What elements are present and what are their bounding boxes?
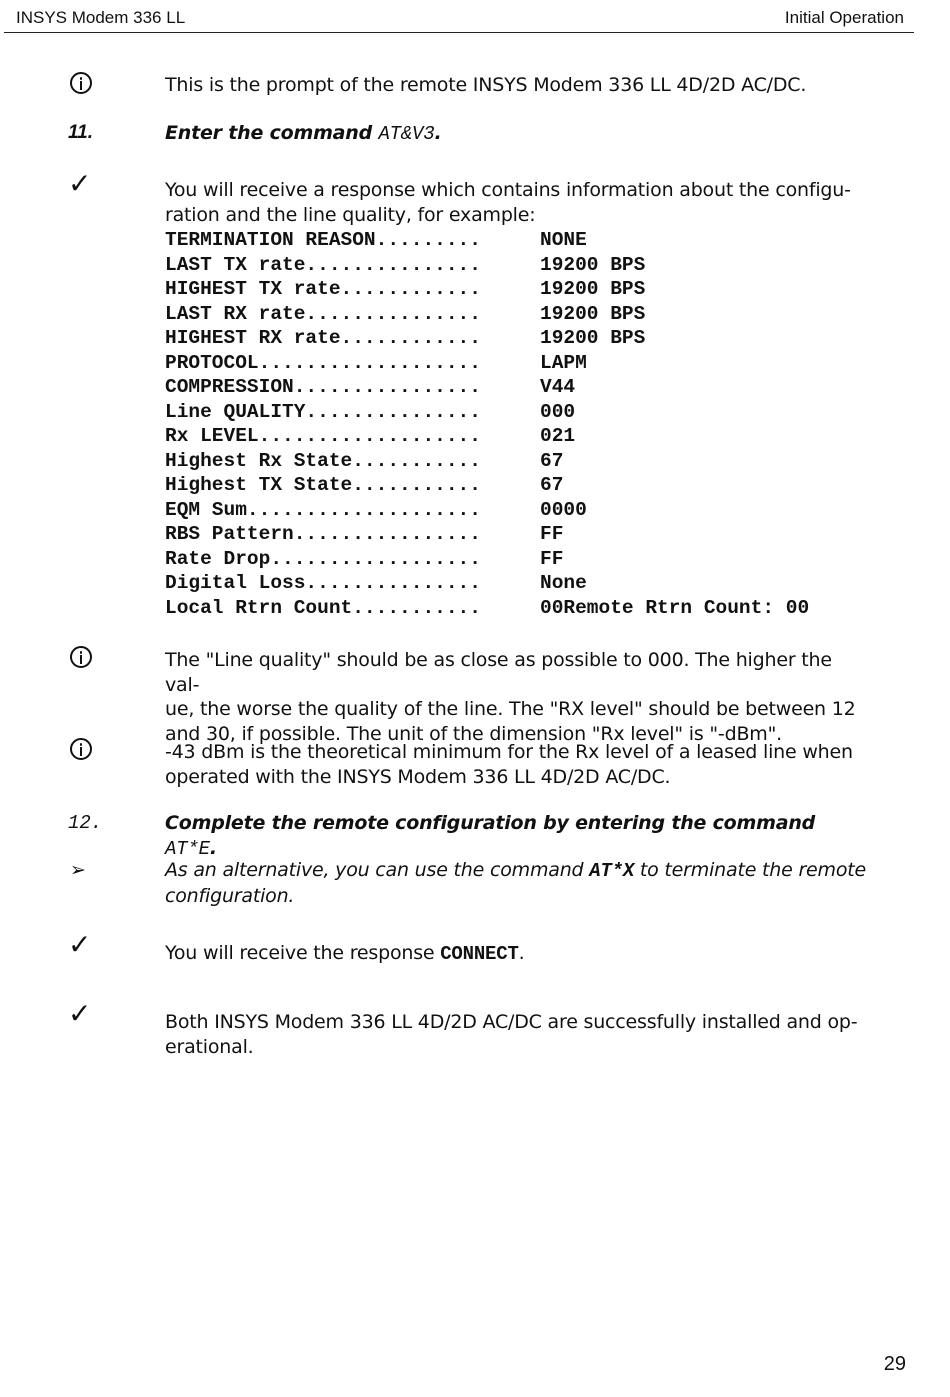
info-circle-icon (68, 646, 92, 668)
status-value: 19200 BPS (540, 278, 646, 300)
status-value: LAPM (540, 351, 587, 374)
status-value: 19200 BPS (540, 302, 646, 325)
status-row (165, 302, 865, 327)
status-key: HIGHEST RX rate............ (165, 327, 481, 349)
status-value: 67 (540, 474, 564, 496)
info-text: -43 dBm is the theoretical minimum for the Rx level of a leased line when operated with the INSYS Modem 336 LL 4D/2D AC/DC. (165, 741, 853, 788)
info-circle-icon (68, 738, 92, 760)
status-value: 19200 BPS (540, 327, 646, 349)
status-row (165, 596, 865, 621)
status-key: LAST TX rate............... (165, 253, 481, 276)
checkmark-icon: ✓ (68, 997, 92, 1030)
status-value: FF (540, 547, 564, 570)
status-value: 021 (540, 425, 576, 447)
status-key: LAST RX rate............... (165, 302, 481, 325)
status-row (165, 277, 865, 302)
status-row (165, 400, 865, 425)
status-row (165, 375, 865, 400)
status-row (165, 326, 865, 351)
status-key: Highest TX State........... (165, 474, 481, 496)
status-value: 19200 BPS (540, 253, 646, 276)
result-text: You will receive the response CONNECT. (165, 942, 525, 965)
status-key: TERMINATION REASON......... (165, 229, 481, 251)
status-key: HIGHEST TX rate............ (165, 278, 481, 300)
status-row (165, 424, 865, 449)
checkmark-icon: ✓ (68, 928, 92, 961)
status-value: FF (540, 523, 564, 545)
status-key: EQM Sum.................... (165, 498, 481, 521)
result-text: You will receive a response which contains information about the configu- ration and the line quality, for example: (165, 179, 851, 226)
status-key: RBS Pattern................ (165, 523, 481, 545)
status-key: Line QUALITY............... (165, 400, 481, 423)
status-row (165, 351, 865, 376)
status-table (165, 228, 865, 620)
status-key: Local Rtrn Count........... (165, 596, 481, 619)
command-text: AT*E (165, 837, 210, 860)
page-number: 29 (883, 1353, 906, 1375)
status-row (165, 449, 865, 474)
status-value: NONE (540, 229, 587, 251)
status-row (165, 547, 865, 572)
status-key: COMPRESSION................ (165, 376, 481, 398)
step-number: 11. (68, 122, 94, 143)
status-value: 0000 (540, 498, 587, 521)
header-section: Initial Operation (784, 8, 904, 27)
status-key: Digital Loss............... (165, 572, 481, 594)
checkmark-icon: ✓ (68, 167, 92, 200)
status-value: V44 (540, 376, 576, 398)
status-value: 67 (540, 449, 564, 472)
status-row (165, 522, 865, 547)
step-text: Enter the command AT&V3. (165, 122, 442, 145)
status-row (165, 571, 865, 596)
status-row (165, 253, 865, 278)
info-circle-icon (68, 72, 92, 94)
status-value: None (540, 572, 587, 594)
status-key: Rate Drop.................. (165, 547, 481, 570)
status-value: 00Remote Rtrn Count: 00 (540, 596, 810, 619)
status-key: Highest Rx State........... (165, 449, 481, 472)
step-text: Complete the remote configuration by entering the command AT*E. (165, 812, 816, 860)
result-text: Both INSYS Modem 336 LL 4D/2D AC/DC are successfully installed and op- erational. (165, 1011, 858, 1058)
status-row (165, 498, 865, 523)
info-text: The "Line quality" should be as close as possible to 000. The higher the val- ue, the worse the quality of the line. The "RX level" should be between 12 and 30, if possible. The unit of the dimension "Rx level" is "-dBm". (165, 649, 856, 745)
command-text: AT*X (589, 860, 635, 882)
command-text: AT&V3 (378, 123, 435, 145)
info-text: This is the prompt of the remote INSYS Modem 336 LL 4D/2D AC/DC. (165, 74, 807, 96)
status-key: Rx LEVEL................... (165, 425, 481, 447)
command-text: CONNECT (440, 943, 519, 965)
alternative-text: As an alternative, you can use the command AT*X to terminate the remote configuration. (165, 859, 867, 907)
page-header (4, 0, 914, 33)
arrowhead-icon: ➢ (70, 859, 86, 881)
status-row (165, 228, 865, 253)
status-row (165, 473, 865, 498)
status-value: 000 (540, 400, 576, 423)
header-title: INSYS Modem 336 LL (16, 8, 186, 27)
step-number: 12. (68, 812, 103, 834)
status-key: PROTOCOL................... (165, 351, 481, 374)
